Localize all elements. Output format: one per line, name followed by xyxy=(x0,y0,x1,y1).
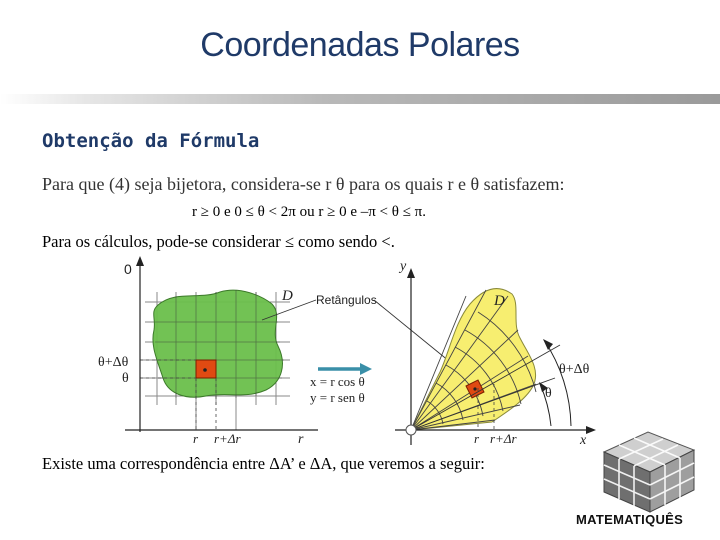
angle-arc-upper xyxy=(544,340,571,426)
map-equation-y: y = r sen θ xyxy=(310,390,365,405)
left-y-tick-upper: θ+Δθ xyxy=(98,355,129,370)
left-figure xyxy=(98,256,318,447)
intro-paragraph: Para que (4) seja bijetora, considera-se r θ para os quais r e θ satisfazem: xyxy=(42,174,565,194)
correspondence-text: Existe uma correspondência entre ΔA’ e ΔA, que veremos a seguir: xyxy=(42,454,485,473)
origin-marker xyxy=(406,425,416,435)
right-x-axis-label: x xyxy=(580,433,587,448)
left-y-arrow-icon xyxy=(136,256,144,266)
right-angle-lower-label: θ xyxy=(545,386,552,401)
right-x-tick-r: r xyxy=(474,431,480,446)
section-heading: Obtenção da Fórmula xyxy=(42,130,260,152)
right-figure xyxy=(395,259,596,448)
middle-mapping xyxy=(262,293,460,405)
left-region-label: D xyxy=(282,288,293,304)
logo-text: MATEMATIQUÊS xyxy=(576,512,684,527)
right-region-label: D xyxy=(494,293,505,309)
left-x-tick-r: r xyxy=(193,431,199,446)
cube-logo-icon xyxy=(604,432,694,512)
page-title: Coordenadas Polares xyxy=(200,26,520,64)
domain-condition: r ≥ 0 e 0 ≤ θ < 2π ou r ≥ 0 e –π < θ ≤ π. xyxy=(192,204,426,220)
left-x-tick-r-dr: r+Δr xyxy=(214,431,241,446)
right-x-tick-r-dr: r+Δr xyxy=(490,431,517,446)
left-region-D xyxy=(153,290,283,397)
rectangles-annotation: Retângulos xyxy=(316,293,377,307)
inequality-note: Para os cálculos, pode-se considerar ≤ como sendo <. xyxy=(42,232,395,251)
left-origin-label: 0 xyxy=(124,261,132,277)
right-angle-upper-label: θ+Δθ xyxy=(559,362,590,377)
right-y-axis-label: y xyxy=(400,259,407,274)
right-y-arrow-icon xyxy=(407,268,415,278)
left-y-tick-lower: θ xyxy=(122,371,129,386)
left-x-axis-label: r xyxy=(298,432,304,447)
map-equation-x: x = r cos θ xyxy=(310,374,365,389)
right-x-arrow-icon xyxy=(586,426,596,434)
